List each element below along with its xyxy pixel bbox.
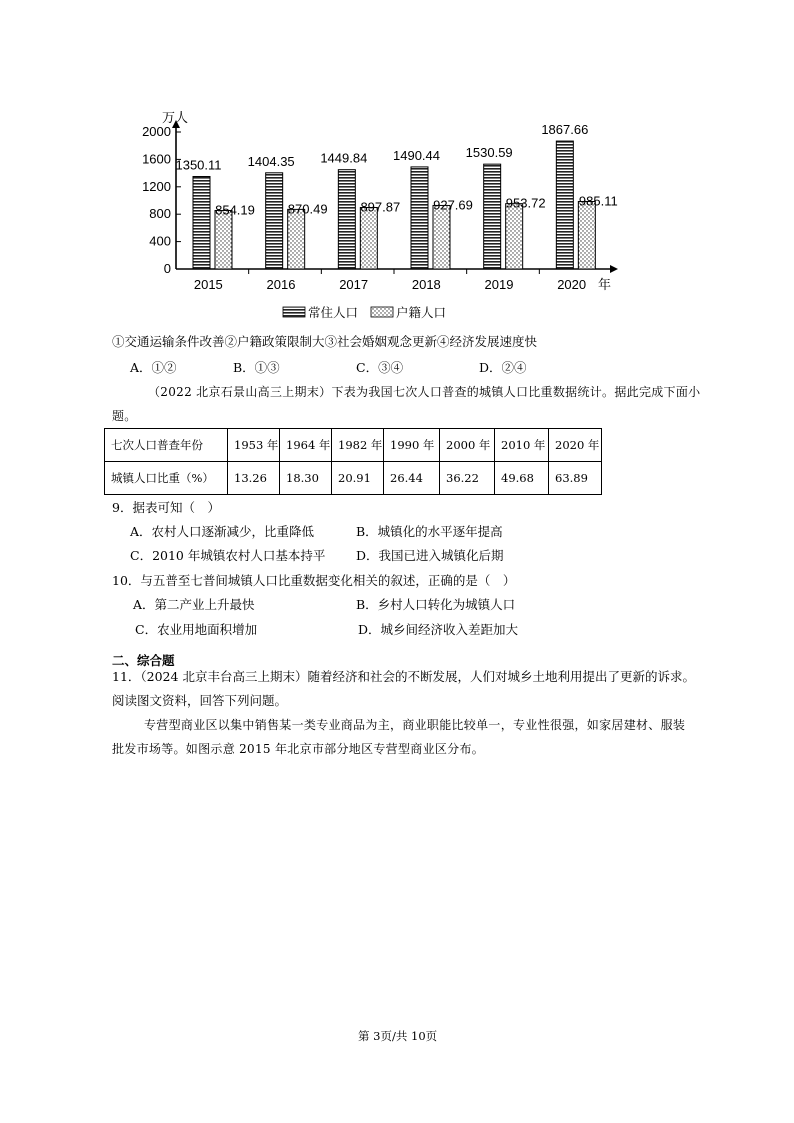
section-heading: 二、综合题 bbox=[112, 653, 175, 668]
data-label-registered-2020: 985.11 bbox=[578, 193, 618, 209]
x-tick-label-2017: 2017 bbox=[339, 277, 369, 292]
q9-option-a: A．农村人口逐渐减少，比重降低 bbox=[130, 524, 315, 539]
data-label-registered-2019: 953.72 bbox=[505, 195, 546, 211]
census-table bbox=[104, 428, 602, 495]
bar-resident-2019 bbox=[484, 164, 501, 269]
q10-option-b: B．乡村人口转化为城镇人口 bbox=[356, 597, 516, 612]
q9-option-c: C．2010 年城镇农村人口基本持平 bbox=[130, 548, 326, 563]
table-cell: 49.68 bbox=[495, 462, 549, 495]
table-cell: 1964 年 bbox=[280, 429, 332, 462]
y-tick-label: 800 bbox=[149, 206, 171, 222]
bar-registered-2017 bbox=[360, 207, 377, 269]
table-cell: 26.44 bbox=[384, 462, 440, 495]
data-label-resident-2020: 1867.66 bbox=[541, 122, 589, 138]
population-bar-chart bbox=[0, 0, 794, 340]
table-cell: 2010 年 bbox=[495, 429, 549, 462]
bar-registered-2019 bbox=[506, 204, 523, 269]
y-tick-label: 2000 bbox=[142, 124, 171, 139]
material-para-line-1: 专营型商业区以集中销售某一类专业商品为主，商业职能比较单一，专业性很强，如家居建材、服装 bbox=[144, 718, 686, 732]
q10-option-c: C．农业用地面积增加 bbox=[135, 622, 258, 637]
q10-option-a: A．第二产业上升最快 bbox=[133, 597, 255, 612]
bar-resident-2015 bbox=[193, 177, 210, 269]
q8-option-b: B．①③ bbox=[233, 360, 280, 375]
data-label-resident-2018: 1490.44 bbox=[393, 147, 440, 163]
intro-line-1: （2022 北京石景山高三上期末）下表为我国七次人口普查的城镇人口比重数据统计。据此完成下面小 bbox=[148, 385, 701, 399]
data-label-resident-2015: 1350.11 bbox=[175, 157, 222, 173]
q9-stem: 9．据表可知（ ） bbox=[112, 500, 220, 515]
q11-line-1: 11．（2024 北京丰台高三上期末）随着经济和社会的不断发展，人们对城乡土地利用提出了更新的诉求。 bbox=[112, 669, 695, 684]
data-label-resident-2019: 1530.59 bbox=[465, 145, 513, 161]
bar-registered-2018 bbox=[433, 205, 450, 269]
bar-resident-2016 bbox=[266, 173, 283, 269]
legend-label-resident: 常住人口 bbox=[308, 306, 359, 320]
bar-resident-2017 bbox=[338, 170, 355, 269]
q11-line-2: 阅读图文资料，回答下列问题。 bbox=[112, 693, 288, 708]
legend-label-registered: 户籍人口 bbox=[396, 306, 447, 320]
data-label-resident-2016: 1404.35 bbox=[247, 153, 295, 169]
x-tick-label-2016: 2016 bbox=[266, 277, 296, 292]
x-tick-label-2015: 2015 bbox=[193, 277, 223, 292]
bar-registered-2016 bbox=[288, 209, 305, 269]
bar-registered-2015 bbox=[215, 210, 232, 269]
material-para-line-2: 批发市场等。如图示意 2015 年北京市部分地区专营型商业区分布。 bbox=[112, 742, 485, 756]
q10-option-d: D．城乡间经济收入差距加大 bbox=[358, 622, 519, 637]
x-tick-label-2018: 2018 bbox=[411, 277, 441, 292]
data-label-registered-2015: 854.19 bbox=[215, 202, 255, 218]
table-header-label: 七次人口普查年份 bbox=[105, 429, 228, 462]
q8-option-c: C．③④ bbox=[356, 360, 404, 375]
bar-resident-2018 bbox=[411, 167, 428, 269]
q8-option-a: A．①② bbox=[130, 360, 177, 375]
q8-options-line: ①交通运输条件改善②户籍政策限制大③社会婚姻观念更新④经济发展速度快 bbox=[112, 334, 538, 349]
q10-stem: 10．与五普至七普间城镇人口比重数据变化相关的叙述，正确的是（ ） bbox=[112, 573, 516, 588]
table-cell: 1953 年 bbox=[228, 429, 280, 462]
data-label-registered-2018: 927.69 bbox=[433, 197, 473, 213]
x-axis-arrow bbox=[610, 265, 618, 273]
x-axis-label: 年 bbox=[598, 277, 612, 292]
bar-registered-2020 bbox=[578, 202, 595, 269]
table-row bbox=[105, 429, 602, 462]
table-cell: 63.89 bbox=[549, 462, 602, 495]
q8-option-d: D．②④ bbox=[479, 360, 527, 375]
intro-line-2: 题。 bbox=[112, 409, 137, 423]
legend-swatch-registered bbox=[371, 307, 393, 317]
q9-option-d: D．我国已进入城镇化后期 bbox=[356, 548, 504, 563]
q9-option-b: B．城镇化的水平逐年提高 bbox=[356, 524, 503, 539]
table-cell: 36.22 bbox=[440, 462, 495, 495]
table-cell: 1982 年 bbox=[332, 429, 384, 462]
bar-resident-2020 bbox=[556, 141, 573, 269]
x-tick-label-2020: 2020 bbox=[557, 277, 587, 292]
y-tick-label: 1600 bbox=[142, 151, 171, 167]
y-tick-label: 1200 bbox=[142, 178, 171, 194]
table-cell: 1990 年 bbox=[384, 429, 440, 462]
y-axis-label: 万人 bbox=[162, 110, 189, 125]
data-label-registered-2017: 897.87 bbox=[360, 199, 401, 215]
y-tick-label: 0 bbox=[163, 261, 171, 276]
legend-swatch-resident bbox=[283, 307, 305, 317]
page-footer: 第 3页/共 10页 bbox=[358, 1029, 438, 1043]
table-row bbox=[105, 462, 602, 495]
table-cell: 13.26 bbox=[228, 462, 280, 495]
x-tick-label-2019: 2019 bbox=[484, 277, 514, 292]
table-cell: 2020 年 bbox=[549, 429, 602, 462]
table-row-label: 城镇人口比重（%） bbox=[105, 462, 228, 495]
y-tick-label: 400 bbox=[149, 233, 171, 249]
table-cell: 2000 年 bbox=[440, 429, 495, 462]
table-cell: 18.30 bbox=[280, 462, 332, 495]
data-label-registered-2016: 870.49 bbox=[287, 201, 328, 217]
data-label-resident-2017: 1449.84 bbox=[320, 150, 368, 166]
table-cell: 20.91 bbox=[332, 462, 384, 495]
